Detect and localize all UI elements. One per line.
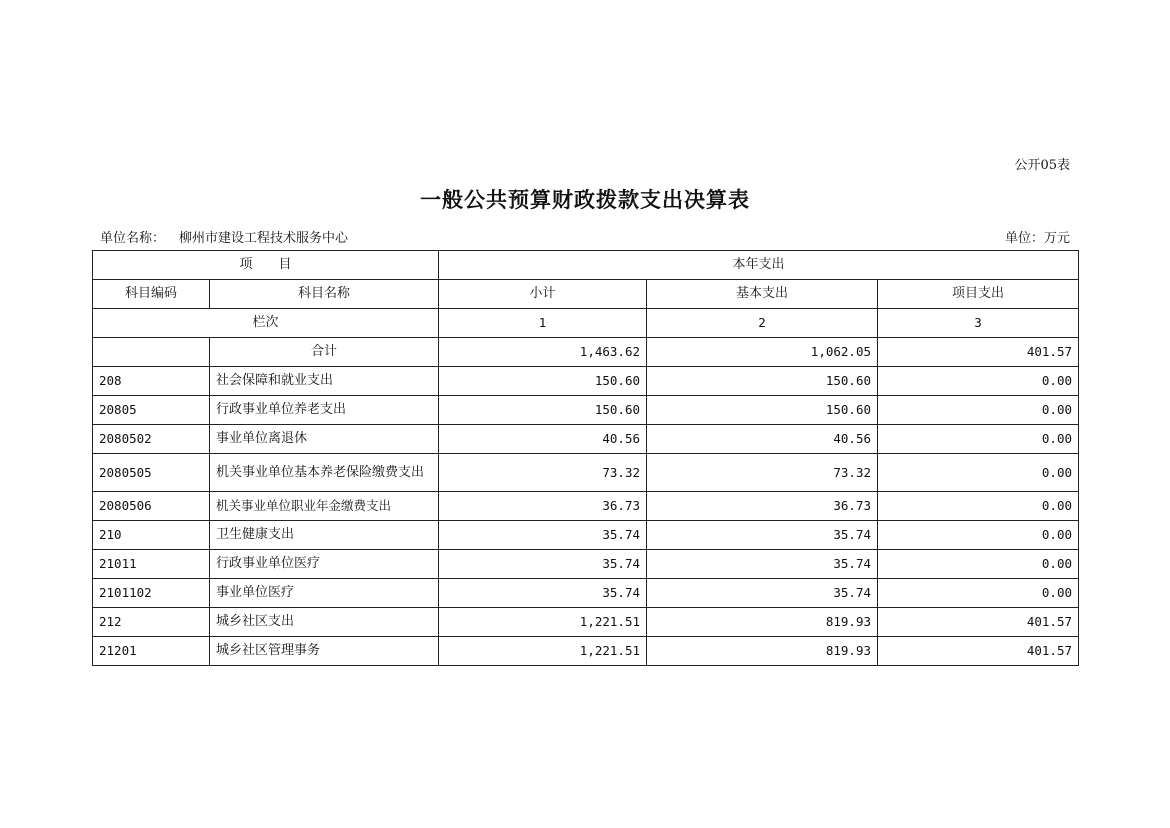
row-subtotal: 150.60 <box>439 396 647 425</box>
row-subtotal: 35.74 <box>439 579 647 608</box>
row-basic: 819.93 <box>647 608 878 637</box>
table-row <box>93 396 1079 425</box>
table-row <box>93 579 1079 608</box>
currency-unit: 单位：万元 <box>1004 231 1070 246</box>
total-label: 合计 <box>210 338 439 367</box>
row-basic: 150.60 <box>647 367 878 396</box>
header-row-top <box>93 251 1079 280</box>
row-name: 行政事业单位养老支出 <box>210 396 439 425</box>
row-project: 0.00 <box>878 550 1079 579</box>
row-code: 20805 <box>93 396 210 425</box>
page-title: 一般公共预算财政拨款支出决算表 <box>420 187 750 212</box>
row-index-2: 2 <box>647 309 878 338</box>
row-code: 21011 <box>93 550 210 579</box>
row-code: 212 <box>93 608 210 637</box>
row-index-label: 栏次 <box>93 309 439 338</box>
table-row <box>93 492 1079 521</box>
row-basic: 35.74 <box>647 579 878 608</box>
header-row-columns <box>93 280 1079 309</box>
row-basic: 819.93 <box>647 637 878 666</box>
row-subtotal: 73.32 <box>439 454 647 492</box>
total-code-cell <box>93 338 210 367</box>
expenditure-table <box>92 250 1079 666</box>
table-row <box>93 521 1079 550</box>
row-code: 210 <box>93 521 210 550</box>
row-project: 0.00 <box>878 454 1079 492</box>
row-name: 机关事业单位基本养老保险缴费支出 <box>210 454 439 492</box>
row-name: 机关事业单位职业年金缴费支出 <box>210 492 439 521</box>
table-row <box>93 637 1079 666</box>
row-basic: 150.60 <box>647 396 878 425</box>
row-name: 城乡社区支出 <box>210 608 439 637</box>
row-name: 事业单位医疗 <box>210 579 439 608</box>
unit-name-label: 单位名称： <box>100 231 166 246</box>
row-code: 2101102 <box>93 579 210 608</box>
row-name: 卫生健康支出 <box>210 521 439 550</box>
row-project: 0.00 <box>878 367 1079 396</box>
header-current-year: 本年支出 <box>439 251 1079 280</box>
row-project: 0.00 <box>878 492 1079 521</box>
row-basic: 40.56 <box>647 425 878 454</box>
row-basic: 73.32 <box>647 454 878 492</box>
row-subtotal: 40.56 <box>439 425 647 454</box>
total-project: 401.57 <box>878 338 1079 367</box>
table-row <box>93 367 1079 396</box>
row-basic: 35.74 <box>647 550 878 579</box>
column-header-name: 科目名称 <box>210 280 439 309</box>
column-header-subtotal: 小计 <box>439 280 647 309</box>
row-code: 21201 <box>93 637 210 666</box>
unit-name <box>100 227 348 246</box>
table-row <box>93 608 1079 637</box>
column-header-project: 项目支出 <box>878 280 1079 309</box>
row-project: 401.57 <box>878 637 1079 666</box>
row-index-1: 1 <box>439 309 647 338</box>
row-subtotal: 150.60 <box>439 367 647 396</box>
row-name: 事业单位离退休 <box>210 425 439 454</box>
row-name: 城乡社区管理事务 <box>210 637 439 666</box>
column-header-code: 科目编码 <box>93 280 210 309</box>
table-row <box>93 550 1079 579</box>
row-project: 0.00 <box>878 521 1079 550</box>
row-basic: 36.73 <box>647 492 878 521</box>
row-project: 401.57 <box>878 608 1079 637</box>
row-name: 行政事业单位医疗 <box>210 550 439 579</box>
table-row <box>93 425 1079 454</box>
header-item: 项 目 <box>93 251 439 280</box>
row-code: 2080505 <box>93 454 210 492</box>
form-code: 公开05表 <box>1014 158 1070 173</box>
row-index-3: 3 <box>878 309 1079 338</box>
row-code: 2080506 <box>93 492 210 521</box>
total-subtotal: 1,463.62 <box>439 338 647 367</box>
row-subtotal: 36.73 <box>439 492 647 521</box>
total-row <box>93 338 1079 367</box>
unit-name-value: 柳州市建设工程技术服务中心 <box>179 231 349 246</box>
row-project: 0.00 <box>878 396 1079 425</box>
column-header-basic: 基本支出 <box>647 280 878 309</box>
row-subtotal: 1,221.51 <box>439 608 647 637</box>
row-subtotal: 1,221.51 <box>439 637 647 666</box>
row-code: 208 <box>93 367 210 396</box>
row-index <box>93 309 1079 338</box>
row-subtotal: 35.74 <box>439 521 647 550</box>
table-row <box>93 454 1079 492</box>
row-basic: 35.74 <box>647 521 878 550</box>
total-basic: 1,062.05 <box>647 338 878 367</box>
row-code: 2080502 <box>93 425 210 454</box>
row-project: 0.00 <box>878 425 1079 454</box>
row-name: 社会保障和就业支出 <box>210 367 439 396</box>
row-subtotal: 35.74 <box>439 550 647 579</box>
row-project: 0.00 <box>878 579 1079 608</box>
